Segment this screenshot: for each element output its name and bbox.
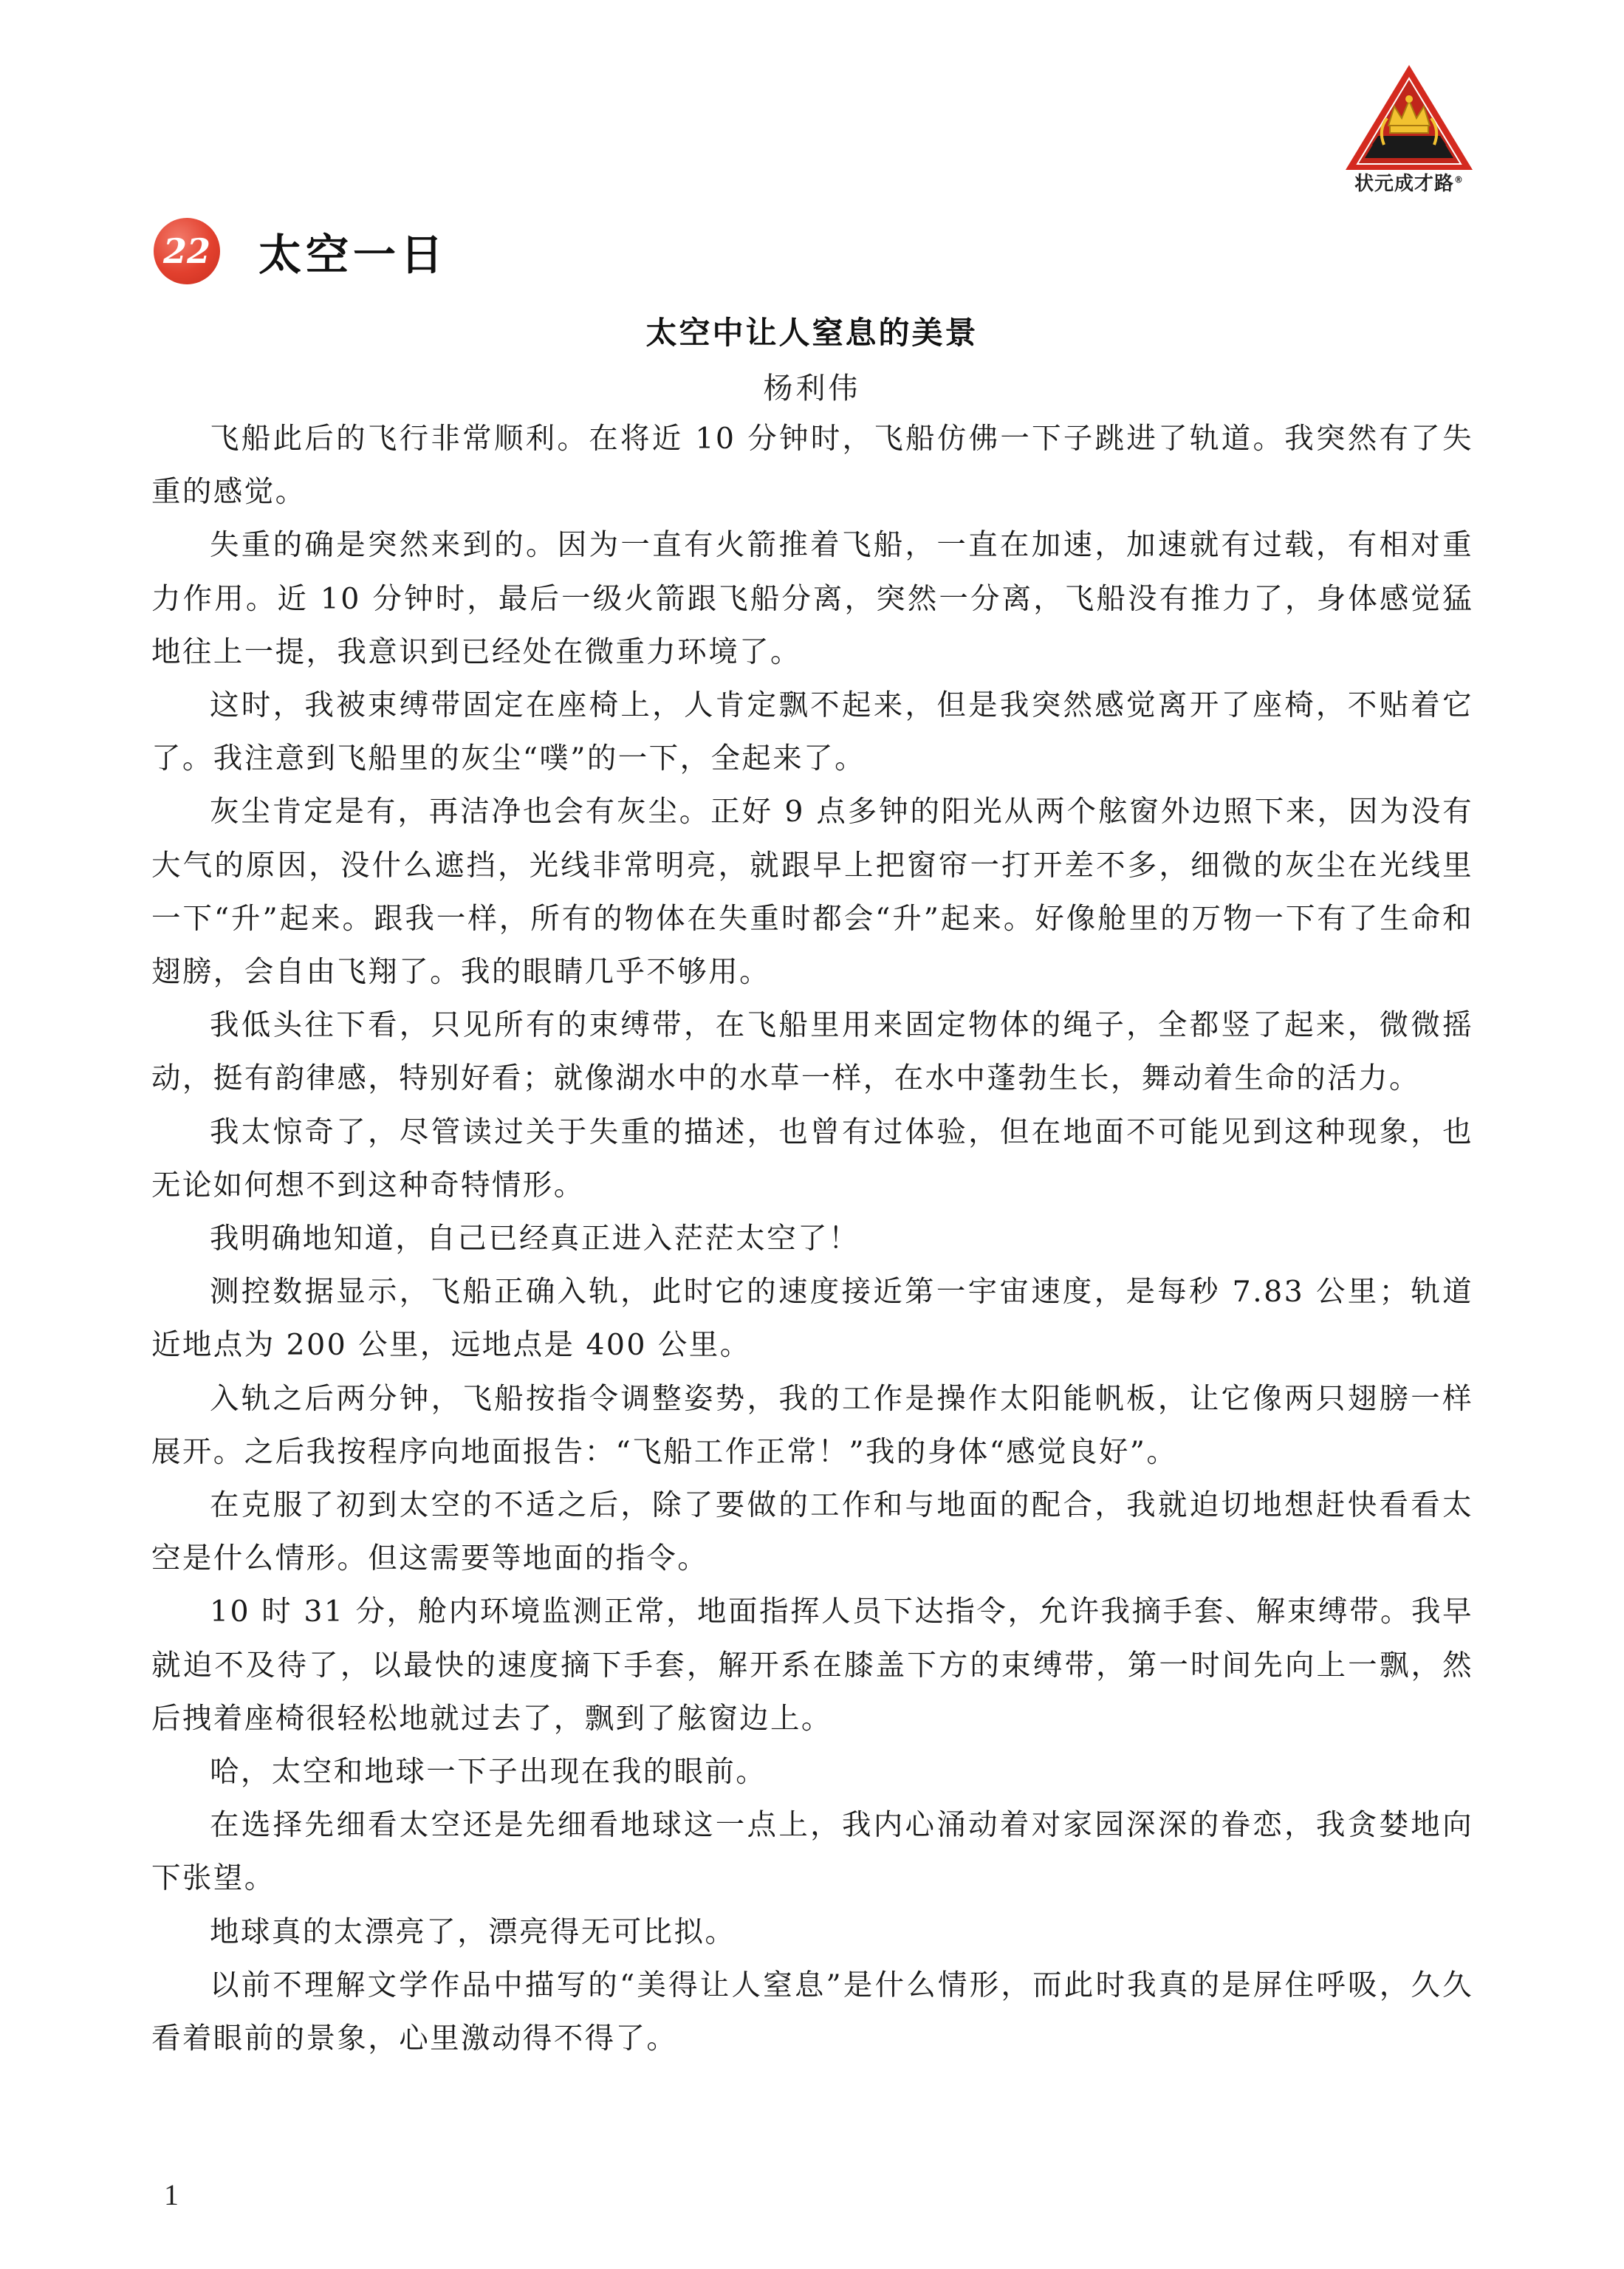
paragraph: 10 时 31 分，舱内环境监测正常，地面指挥人员下达指令，允许我摘手套、解束缚带。我早就迫不及待了，以最快的速度摘下手套，解开系在膝盖下方的束缚带，第一时间先向上一飘，然后拽着座椅很轻松地就过去了，飘到了舷窗边上。 bbox=[151, 1595, 1473, 1736]
paragraph: 我低头往下看，只见所有的束缚带，在飞船里用来固定物体的绳子，全都竖了起来，微微摇动，挺有韵律感，特别好看；就像湖水中的水草一样，在水中蓬勃生长，舞动着生命的活力。 bbox=[151, 1008, 1473, 1096]
paragraph: 哈，太空和地球一下子出现在我的眼前。 bbox=[210, 1755, 767, 1790]
paragraph: 在选择先细看太空还是先细看地球这一点上，我内心涌动着对家园深深的眷恋，我贪婪地向下张望。 bbox=[151, 1808, 1473, 1896]
paragraph: 我明确地知道，自己已经真正进入茫茫太空了！ bbox=[210, 1222, 860, 1256]
lesson-header bbox=[154, 214, 448, 288]
article-body bbox=[151, 412, 1473, 2065]
logo-text: 状元成才路® bbox=[1354, 173, 1464, 195]
article-author: 杨利伟 bbox=[763, 372, 861, 405]
article-title: 太空中让人窒息的美景 bbox=[645, 315, 979, 351]
paragraph: 地球真的太漂亮了，漂亮得无可比拟。 bbox=[210, 1914, 736, 1949]
lesson-title: 太空一日 bbox=[258, 230, 448, 280]
page-number: 1 bbox=[164, 2178, 179, 2211]
paragraph: 我太惊奇了，尽管读过关于失重的描述，也曾有过体验，但在地面不可能见到这种现象，也无论如何想不到这种奇特情形。 bbox=[151, 1115, 1473, 1202]
paragraph: 失重的确是突然来到的。因为一直有火箭推着飞船，一直在加速，加速就有过载，有相对重力作用。近 10 分钟时，最后一级火箭跟飞船分离，突然一分离，飞船没有推力了，身体感觉猛地往上一提，我意识到已经处在微重力环境了。 bbox=[151, 528, 1473, 669]
paragraph: 测控数据显示，飞船正确入轨，此时它的速度接近第一宇宙速度，是每秒 7.83 公里；轨道近地点为 200 公里，远地点是 400 公里。 bbox=[151, 1275, 1473, 1363]
publisher-logo bbox=[1343, 62, 1476, 195]
paragraph: 在克服了初到太空的不适之后，除了要做的工作和与地面的配合，我就迫切地想赶快看看太空是什么情形。但这需要等地面的指令。 bbox=[151, 1488, 1473, 1576]
lesson-number-badge: 22 bbox=[154, 218, 220, 284]
paragraph: 这时，我被束缚带固定在座椅上，人肯定飘不起来，但是我突然感觉离开了座椅，不贴着它了。我注意到飞船里的灰尘“噗”的一下，全起来了。 bbox=[151, 688, 1473, 776]
paragraph: 入轨之后两分钟，飞船按指令调整姿势，我的工作是操作太阳能帆板，让它像两只翅膀一样展开。之后我按程序向地面报告：“飞船工作正常！”我的身体“感觉良好”。 bbox=[151, 1381, 1473, 1469]
logo-emblem-icon bbox=[1343, 62, 1476, 173]
paragraph: 飞船此后的飞行非常顺利。在将近 10 分钟时，飞船仿佛一下子跳进了轨道。我突然有了失重的感觉。 bbox=[151, 422, 1473, 510]
paragraph: 灰尘肯定是有，再洁净也会有灰尘。正好 9 点多钟的阳光从两个舷窗外边照下来，因为没有大气的原因，没什么遮挡，光线非常明亮，就跟早上把窗帘一打开差不多，细微的灰尘在光线里一下“升”起来。跟我一样，所有的物体在失重时都会“升”起来。好像舱里的万物一下有了生命和翅膀，会自由飞翔了。我的眼睛几乎不够用。 bbox=[151, 795, 1473, 990]
paragraph: 以前不理解文学作品中描写的“美得让人窒息”是什么情形，而此时我真的是屏住呼吸，久久看着眼前的景象，心里激动得不得了。 bbox=[151, 1968, 1473, 2056]
